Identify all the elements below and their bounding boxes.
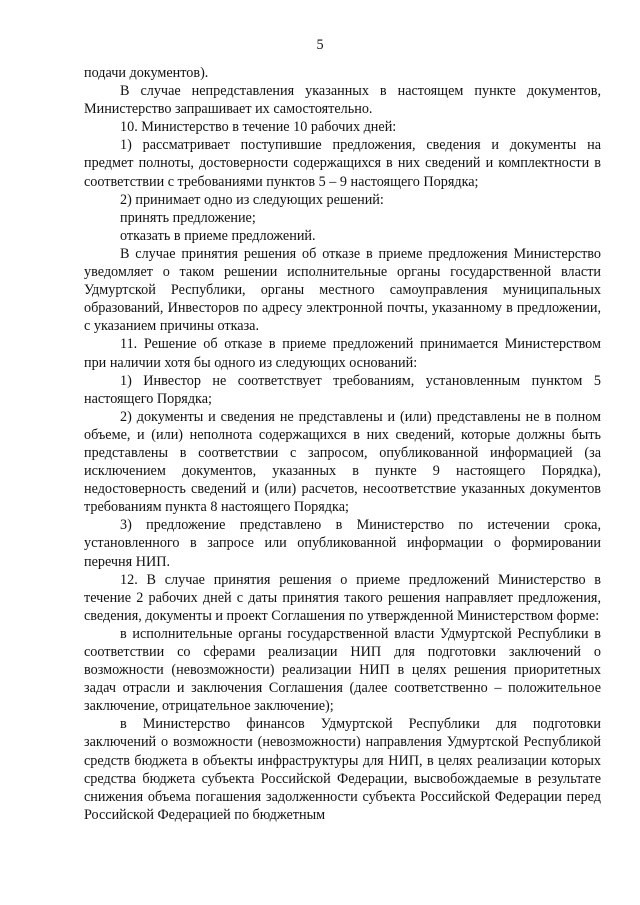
paragraph-reject-option: отказать в приеме предложений.: [120, 227, 316, 244]
document-body: [84, 64, 601, 824]
paragraph-item-12: 12. В случае принятия решения о приеме предложений Министерство в течение 2 рабочих дней с даты принятия такого решения направляет предложения, сведения, документы и проект Соглашения по утвержденной Министерством форме:: [84, 571, 601, 624]
paragraph-continuation: подачи документов).: [84, 65, 209, 81]
paragraph-item-11: 11. Решение об отказе в приеме предложений принимается Министерством при наличии хотя бы одного из следующих оснований:: [84, 336, 601, 371]
paragraph-item-11-1: 1) Инвестор не соответствует требованиям, установленным пунктом 5 настоящего Порядка;: [84, 372, 601, 407]
paragraph-item-12-ministry-of-finance: в Министерство финансов Удмуртской Республики для подготовки заключений о возможности (невозможности) направления Удмуртской Республикой средств бюджета в объекты инфраструктуры для НИП, в целях реализации которых средства бюджета субъекта Российской Федерации, высвобождаемые в результате снижения объема погашения задолженности субъекта Российской Федерации перед Российской Федерацией по бюджетным: [84, 716, 601, 823]
paragraph-item-12-executive-bodies: в исполнительные органы государственной власти Удмуртской Республики в соответствии со сферами реализации НИП для подготовки заключений о возможности (невозможности) реализации НИП в целях решения приоритетных задач отрасли и заключения Соглашения (далее соответственно – положительное заключение, отрицательное заключение);: [84, 625, 601, 715]
paragraph-item-10: 10. Министерство в течение 10 рабочих дней:: [120, 119, 397, 136]
paragraph-accept-option: принять предложение;: [120, 209, 256, 226]
paragraph-rejection-notice: В случае принятия решения об отказе в приеме предложения Министерство уведомляет о таком решении исполнительные органы государственной власти Удмуртской Республики, органы местного самоуправления муниципальных образований, Инвесторов по адресу электронной почты, указанному в предложении, с указанием причины отказа.: [84, 245, 601, 335]
paragraph-item-10-1: 1) рассматривает поступившие предложения, сведения и документы на предмет полноты, достоверности содержащихся в них сведений и комплектности в соответствии с требованиями пунктов 5 – 9 настоящего Порядка;: [84, 137, 601, 190]
paragraph-missing-documents: В случае непредставления указанных в настоящем пункте документов, Министерство запрашивает их самостоятельно.: [84, 83, 601, 118]
paragraph-item-11-2: 2) документы и сведения не представлены и (или) представлены не в полном объеме, и (или) неполнота содержащихся в них сведений, которые должны быть представлены в соответствии с запросом, опубликованной информацией (за исключением документов, указанных в пункте 9 настоящего Порядка), недостоверность сведений и (или) расчетов, несоответствие указанных документов требованиям пункта 8 настоящего Порядка;: [84, 408, 601, 516]
paragraph-item-10-2: 2) принимает одно из следующих решений:: [120, 191, 384, 208]
page-number: 5: [316, 37, 324, 53]
paragraph-item-11-3: 3) предложение представлено в Министерство по истечении срока, установленного в запросе или опубликованной информации о формировании перечня НИП.: [84, 517, 601, 570]
